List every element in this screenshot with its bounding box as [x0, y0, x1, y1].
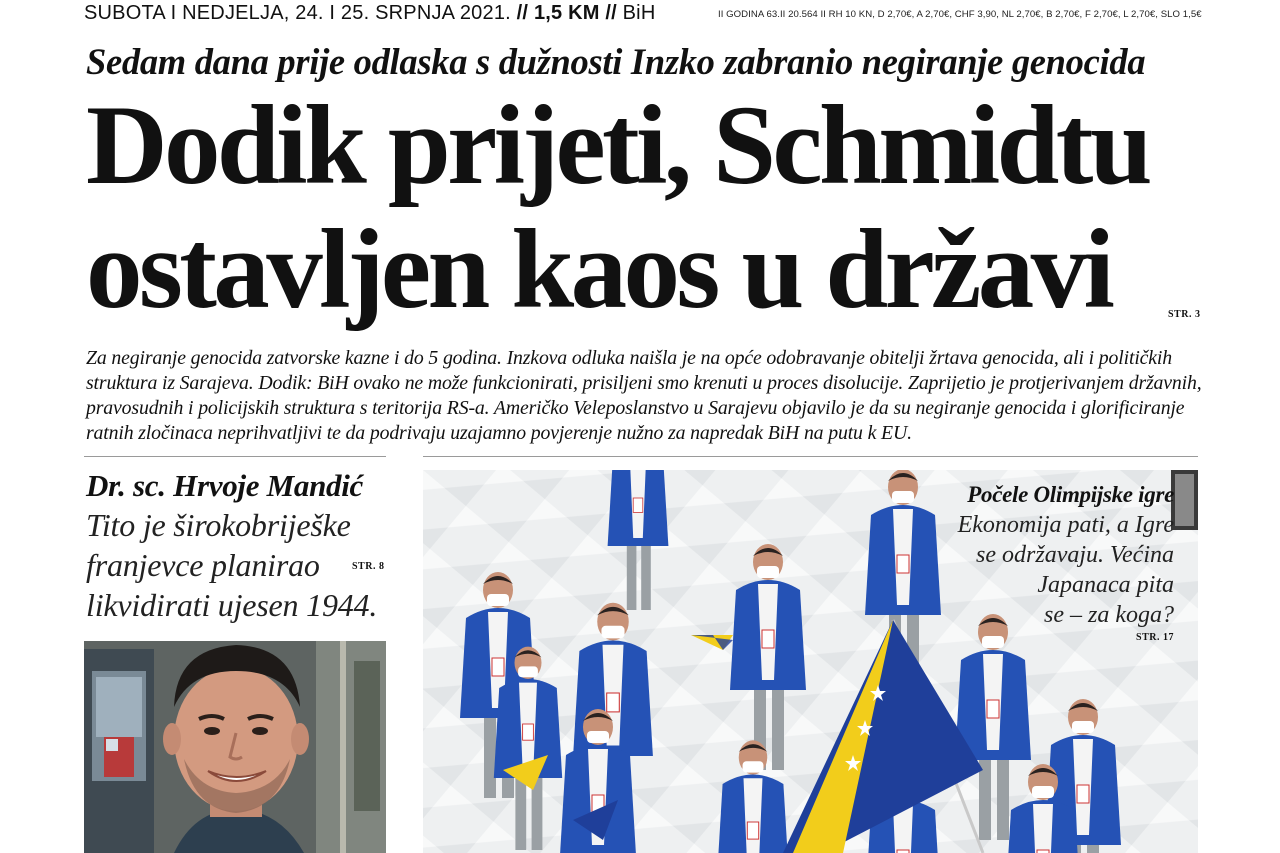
column-title[interactable]: Tito je širokobriješke franjevce planirao likvidirati ujesen 1944.	[86, 507, 378, 623]
dateline	[84, 2, 655, 25]
olympic-text-line-3: Japanaca pita	[1037, 572, 1174, 598]
main-kicker: Sedam dana prije odlaska s dužnosti Inzko zabranio negiranje genocida	[86, 41, 1146, 82]
olympic-photo	[423, 470, 1198, 853]
main-headline[interactable]	[86, 84, 1226, 332]
separator: //	[599, 2, 623, 24]
headline-line-2: ostavljen kaos u državi	[86, 207, 1112, 332]
divider	[423, 456, 1198, 457]
author-photo	[84, 641, 386, 853]
cover-price: 1,5 KM	[533, 2, 600, 24]
headline-line-1: Dodik prijeti, Schmidtu	[86, 83, 1150, 208]
column-page-ref: STR. 8	[352, 561, 385, 572]
decor-pattern	[1175, 474, 1194, 526]
divider	[84, 456, 386, 457]
olympic-caption[interactable]	[958, 482, 1174, 643]
olympic-text	[958, 510, 1174, 630]
olympic-page-ref: STR. 17	[1136, 632, 1174, 643]
olympic-text-line-2: se održavaju. Većina	[976, 542, 1174, 568]
column-author: Dr. sc. Hrvoje Mandić	[86, 468, 363, 503]
olympic-text-line-4: se – za koga?	[1044, 602, 1174, 628]
issue-date: SUBOTA I NEDJELJA, 24. I 25. SRPNJA 2021.	[84, 2, 511, 24]
edition-region: BiH	[622, 2, 656, 24]
olympic-text-line-1: Ekonomija pati, a Igre	[957, 512, 1174, 538]
foreign-prices: II GODINA 63.II 20.564 II RH 10 KN, D 2,70€, A 2,70€, CHF 3,90, NL 2,70€, B 2,70€, F 2,70€, L 2,70€, SLO 1,5€	[718, 9, 1202, 20]
separator: //	[510, 2, 534, 24]
olympic-title: Počele Olimpijske igre	[967, 482, 1174, 507]
main-page-ref: STR. 3	[1168, 309, 1201, 320]
author-portrait-illustration	[84, 641, 386, 853]
main-lead: Za negiranje genocida zatvorske kazne i do 5 godina. Inzkova odluka naišla je na opće odobravanje obitelji žrtava genocida, ali i političkih struktura iz Sarajeva. Dodik: BiH ovako ne može funkcionirati, prisiljeni smo krenuti u proces disolucije. Zaprijetio je protjerivanjem državnih, pravosudnih i policijskih struktura s teritorija RS-a. Američko Veleposlanstvo u Sarajevu objavilo je da su negiranje genocida i glorificiranje ratnih zločinaca neprihvatljivi te da podrivaju uzajamno povjerenje nužno za napredak BiH na putu k EU.	[86, 347, 1202, 444]
